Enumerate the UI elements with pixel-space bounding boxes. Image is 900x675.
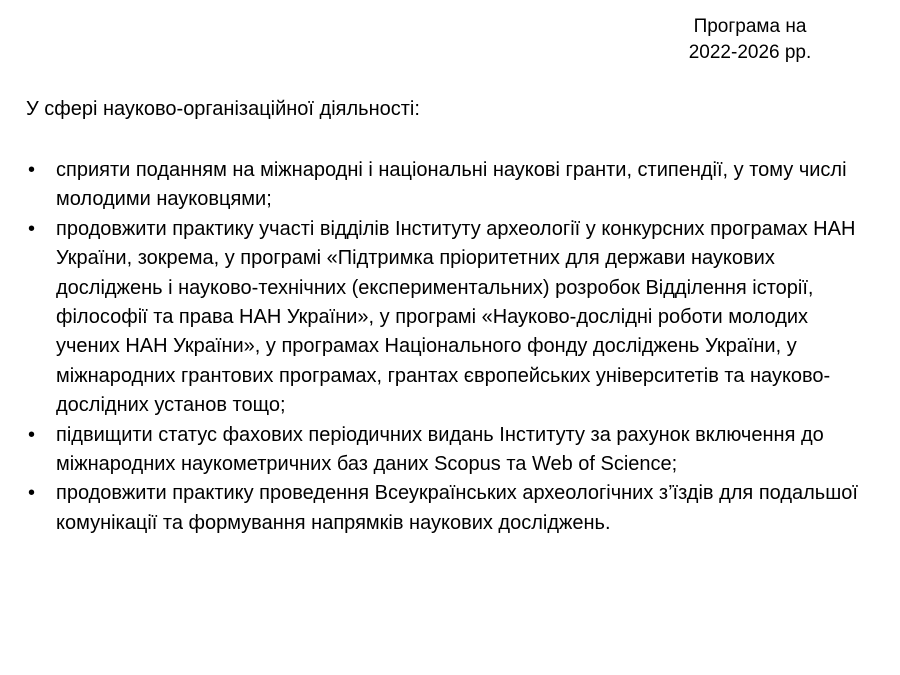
- list-item: [26, 215, 871, 421]
- bullet-icon: •: [28, 423, 36, 446]
- bullet-list: [26, 156, 871, 538]
- program-period-label: [640, 14, 860, 66]
- list-item: [26, 156, 871, 215]
- program-label-line2: 2022-2026 рр.: [688, 42, 812, 63]
- list-item-text: продовжити практику участі відділів Інституту археології у конкурсних програмах НАН України, зокрема, у програмі «Підтримка пріоритетних для держави наукових досліджень і науково-технічних (експериментальних) розробок Відділення історії, філософії та права НАН України», у програмі «Науково-дослідні роботи молодих учених НАН України», у програмах Національного фонду досліджень України, у міжнародних грантових програмах, грантах європейських університетів та науково-дослідних установ тощо;: [56, 217, 856, 417]
- bullet-icon: •: [28, 217, 36, 240]
- bullet-icon: •: [28, 482, 36, 505]
- section-heading: У сфері науково-організаційної діяльності:: [26, 98, 420, 120]
- list-item: [26, 479, 871, 538]
- program-label-line1: Програма на: [693, 16, 807, 37]
- list-item-text: продовжити практику проведення Всеукраїнських археологічних з’їздів для подальшої комунікації та формування напрямків наукових досліджень.: [56, 482, 858, 534]
- bullet-icon: •: [28, 159, 36, 181]
- list-item: [26, 421, 871, 480]
- list-item-text: підвищити статус фахових періодичних видань Інституту за рахунок включення до міжнародних наукометричних баз даних Scopus та Web of Science;: [56, 423, 824, 476]
- list-item-text: сприяти поданням на міжнародні і національні наукові гранти, стипендії, у тому числі молодими науковцями;: [56, 159, 847, 211]
